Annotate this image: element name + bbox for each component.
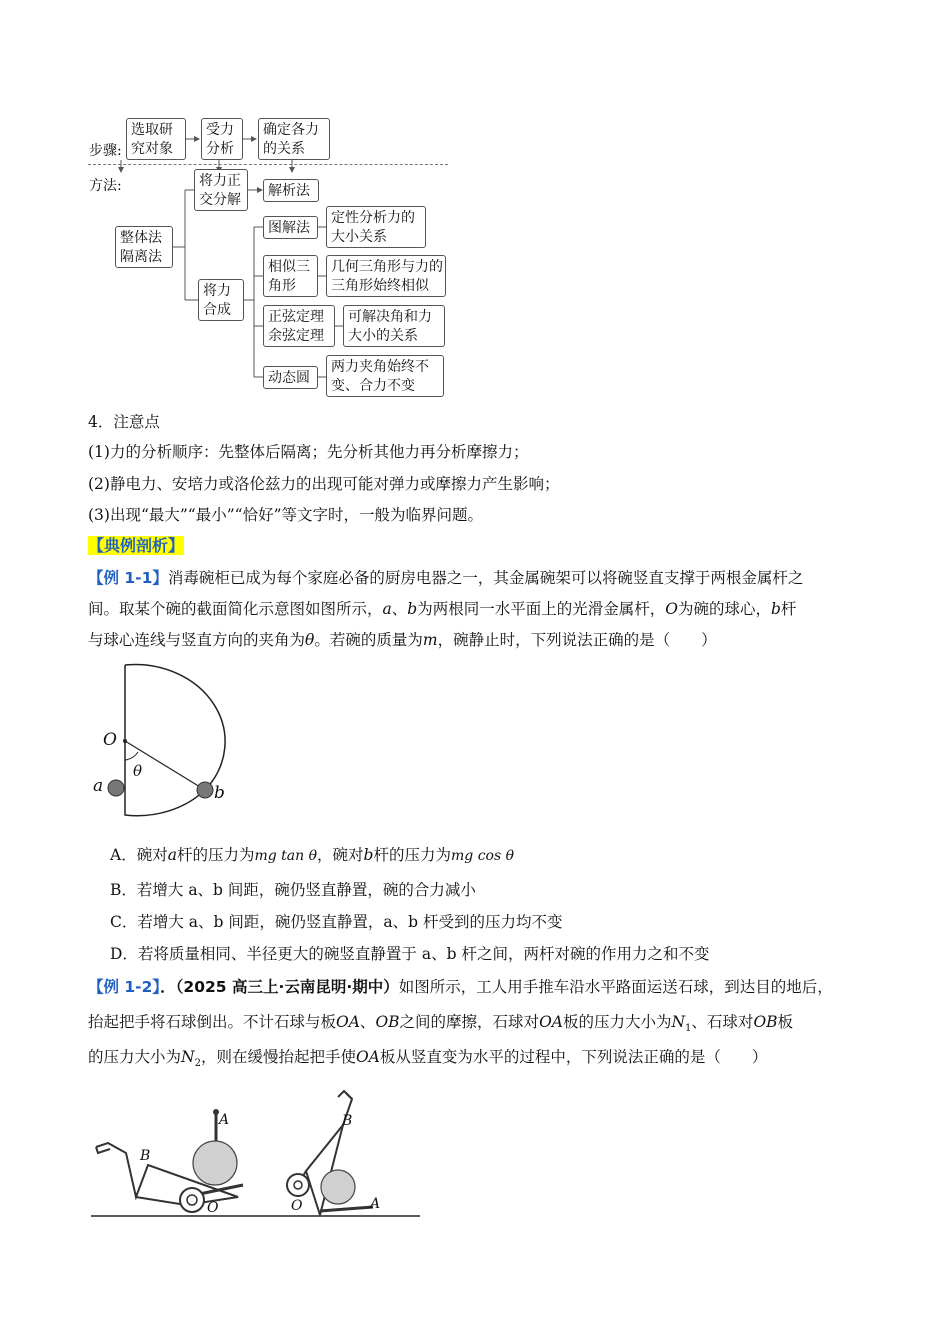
fig2-label-A-left: A	[219, 1112, 230, 1128]
diagram-connectors	[0, 0, 950, 420]
ex1-line3: 与球心连线与竖直方向的夹角为θ。若碗的质量为m，碗静止时，下列说法正确的是（ ）	[88, 631, 717, 649]
ex1-option-c: C．若增大 a、b 间距，碗仍竖直静置，a、b 杆受到的压力均不变	[110, 913, 563, 931]
similar-triangle-box: 相似三 角形	[263, 255, 318, 297]
dynamic-circle-box: 动态圆	[263, 366, 318, 389]
cart-right-board-a	[320, 1207, 373, 1211]
ex2-line3: 的压力大小为$N_2$，则在缓慢抬起把手使OA板从竖直变为水平的过程中，下列说法正确的是（ ）	[88, 1048, 768, 1070]
methods-label: 方法:	[89, 178, 122, 194]
fig2-label-B-left: B	[140, 1148, 151, 1164]
angle-arc	[125, 752, 138, 760]
label-O: O	[103, 730, 117, 750]
fig2-label-B-right: B	[342, 1113, 353, 1129]
note-2: (2)静电力、安培力或洛伦兹力的出现可能对弹力或摩擦力产生影响；	[88, 475, 560, 493]
section-title: 【典例剖析】	[88, 536, 185, 555]
ex1-option-a: A．碗对a杆的压力为mg tan θ，碗对b杆的压力为mg cos θ	[110, 846, 515, 864]
orthogonal-decomp-box: 将力正 交分解	[194, 169, 248, 211]
bowl-inner-outline	[125, 665, 205, 816]
notes-heading: 4．注意点	[88, 413, 160, 431]
stone-ball-right	[321, 1170, 355, 1204]
steps-label: 步骤:	[89, 143, 122, 159]
analytic-method-box: 解析法	[263, 179, 319, 202]
fig2-label-A-right: A	[370, 1196, 381, 1212]
sine-desc-box: 可解决角和力 大小的关系	[343, 305, 445, 347]
label-theta: θ	[133, 762, 143, 780]
note-3: (3)出现“最大”“最小”“恰好”等文字时，一般为临界问题。	[88, 506, 484, 524]
circle-desc-box: 两力夹角始终不 变、合力不变	[326, 355, 444, 397]
ex2-tag: 【例 1-2】	[88, 978, 161, 996]
whole-isolation-box: 整体法 隔离法	[115, 226, 173, 268]
force-compose-box: 将力 合成	[198, 279, 244, 321]
rod-a	[108, 780, 124, 796]
label-a: a	[93, 776, 104, 796]
fig2-label-O-right: O	[291, 1198, 303, 1214]
ex1-tag: 【例 1-1】	[88, 569, 168, 587]
rod-b	[197, 782, 213, 798]
graph-desc-box: 定性分析力的 大小关系	[326, 206, 426, 248]
step-select-object: 选取研 究对象	[126, 118, 186, 160]
graph-method-box: 图解法	[263, 216, 318, 239]
step-determine-relation: 确定各力 的关系	[258, 118, 330, 160]
stone-ball-left	[193, 1141, 237, 1185]
fig2-label-O-left: O	[207, 1200, 219, 1216]
ex1-option-d: D．若将质量相同、半径更大的碗竖直静置于 a、b 杆之间，两杆对碗的作用力之和不变	[110, 945, 710, 963]
ex1-line2: 间。取某个碗的截面简化示意图如图所示，a、b为两根同一水平面上的光滑金属杆，O为碗的球心，b杆	[88, 600, 797, 618]
sine-cosine-box: 正弦定理 余弦定理	[263, 305, 335, 347]
ex2-line1: 【例 1-2】．（2025 高三上·云南昆明·期中）如图所示，工人用手推车沿水平路面运送石球，到达目的地后，	[88, 978, 833, 996]
ex1-option-b: B．若增大 a、b 间距，碗仍竖直静置，碗的合力减小	[110, 881, 476, 899]
step-force-analysis: 受力 分析	[201, 118, 243, 160]
similar-desc-box: 几何三角形与力的 三角形始终相似	[326, 255, 446, 297]
label-b: b	[214, 783, 225, 803]
center-point	[123, 739, 127, 743]
ex1-line1: 【例 1-1】消毒碗柜已成为每个家庭必备的厨房电器之一，其金属碗架可以将碗竖直支撑于两根金属杆之	[88, 569, 804, 587]
ex2-line2: 抬起把手将石球倒出。不计石球与板OA、OB之间的摩擦，石球对OA板的压力大小为$N_1$、石球对OB板	[88, 1013, 794, 1035]
note-1: (1)力的分析顺序：先整体后隔离；先分析其他力再分析摩擦力；	[88, 443, 529, 461]
